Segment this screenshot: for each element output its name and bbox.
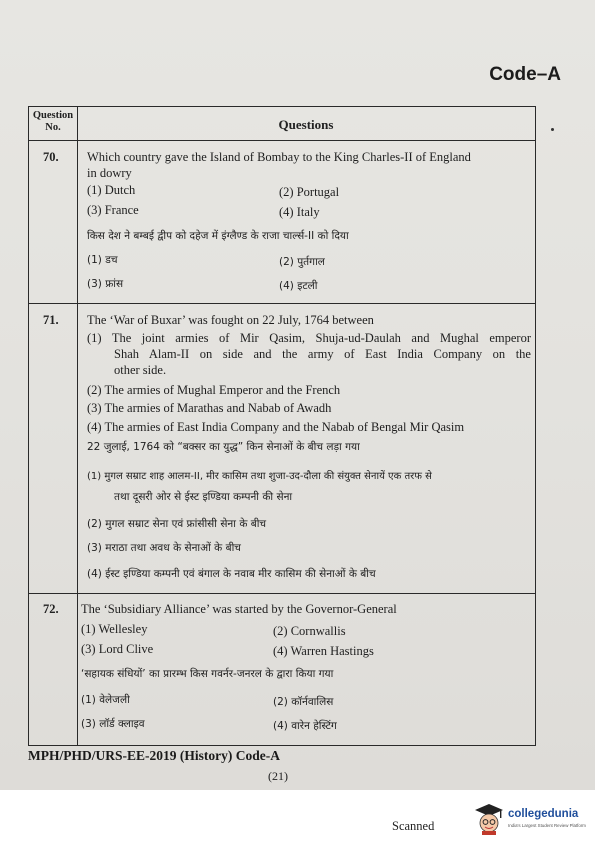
- q70-hindi-text: किस देश ने बम्बई द्वीप को दहेज में इंग्लैण्ड के राजा चार्ल्स-II को दिया: [87, 230, 349, 242]
- q70-hindi-option-2: (2) पुर्तगाल: [279, 256, 325, 268]
- page-number: (21): [268, 769, 288, 783]
- q70-hindi-option-1: (1) डच: [87, 254, 118, 266]
- q72-option-4: (4) Warren Hastings: [273, 644, 374, 658]
- q71-hindi-option-3: (3) मराठा तथा अवध के सेनाओं के बीच: [87, 542, 241, 554]
- q70-hindi-option-4: (4) इटली: [279, 280, 318, 292]
- q71-hindi-text: 22 जुलाई, 1764 को “बक्सर का युद्ध” किन सेनाओं के बीच लड़ा गया: [87, 441, 360, 453]
- q72-hindi-option-1: (1) वेलेजली: [81, 694, 130, 706]
- q72-hindi-text: ‘सहायक संधियों’ का प्रारम्भ किस गवर्नर-जनरल के द्वारा किया गया: [81, 668, 334, 680]
- question-72-number: 72.: [43, 602, 59, 616]
- scanned-label: Scanned: [392, 819, 435, 833]
- q71-text: The ‘War of Buxar’ was fought on 22 July, 1764 between: [87, 313, 374, 327]
- q70-option-2: (2) Portugal: [279, 185, 340, 199]
- q71-hindi-option-1-line2: तथा दूसरी ओर से ईस्ट इण्डिया कम्पनी की सेना: [114, 491, 293, 503]
- q71-hindi-option-4: (4) ईस्ट इण्डिया कम्पनी एवं बंगाल के नवाब मीर कासिम की सेनाओं के बीच: [87, 568, 376, 580]
- footer-paper-code: MPH/PHD/URS-EE-2019 (History) Code-A: [28, 748, 280, 763]
- q70-option-3: (3) France: [87, 203, 139, 217]
- q71-option-2: (2) The armies of Mughal Emperor and the French: [87, 383, 341, 397]
- q70-text-line1: Which country gave the Island of Bombay to the King Charles-II of England: [87, 150, 471, 164]
- row-divider-70-71: [29, 303, 535, 304]
- q70-option-1: (1) Dutch: [87, 183, 136, 197]
- brand-name: collegedunia: [508, 808, 579, 820]
- q70-option-4: (4) Italy: [279, 205, 320, 219]
- speck: [551, 128, 554, 131]
- graduate-avatar-icon: [474, 803, 504, 835]
- q72-hindi-option-2: (2) कॉर्नवालिस: [273, 696, 334, 708]
- q72-text: The ‘Subsidiary Alliance’ was started by the Governor-General: [81, 602, 397, 616]
- q72-hindi-option-3: (3) लॉर्ड क्लाइव: [81, 718, 145, 730]
- question-70-number: 70.: [43, 150, 59, 164]
- question-71-number: 71.: [43, 313, 59, 327]
- header-question-no: Question No.: [32, 110, 74, 133]
- q72-hindi-option-4: (4) वारेन हेस्टिंग: [273, 720, 337, 732]
- header-divider: [29, 140, 535, 141]
- q71-option-3: (3) The armies of Marathas and Nabab of Awadh: [87, 401, 332, 415]
- q70-hindi-option-3: (3) फ्रांस: [87, 278, 124, 290]
- q71-hindi-option-1-line1: (1) मुगल सम्राट शाह आलम-II, मीर कासिम तथा शुजा-उद-दौला की संयुक्त सेनायें एक तरफ से: [87, 471, 432, 482]
- q72-option-2: (2) Cornwallis: [273, 624, 346, 638]
- header-questions: Questions: [278, 117, 334, 132]
- q70-text-line2: in dowry: [87, 166, 132, 180]
- paper-code: Code–A: [489, 64, 561, 85]
- q72-option-3: (3) Lord Clive: [81, 642, 154, 656]
- q71-hindi-option-2: (2) मुगल सम्राट सेना एवं फ्रांसीसी सेना के बीच: [87, 518, 267, 530]
- brand-tagline: India's Largest Student Review Platform: [508, 823, 586, 828]
- column-divider: [77, 107, 78, 745]
- q71-option-4: (4) The armies of East India Company and the Nabab of Bengal Mir Qasim: [87, 420, 465, 434]
- q71-option-1-line2: Shah Alam-II on side and the army of East India Company on the: [114, 347, 531, 361]
- q71-option-1-line1: (1) The joint armies of Mir Qasim, Shuja-ud-Daulah and Mughal emperor: [87, 331, 531, 345]
- question-table: [28, 106, 536, 746]
- q72-option-1: (1) Wellesley: [81, 622, 148, 636]
- row-divider-71-72: [29, 593, 535, 594]
- q71-option-1-line3: other side.: [114, 363, 167, 377]
